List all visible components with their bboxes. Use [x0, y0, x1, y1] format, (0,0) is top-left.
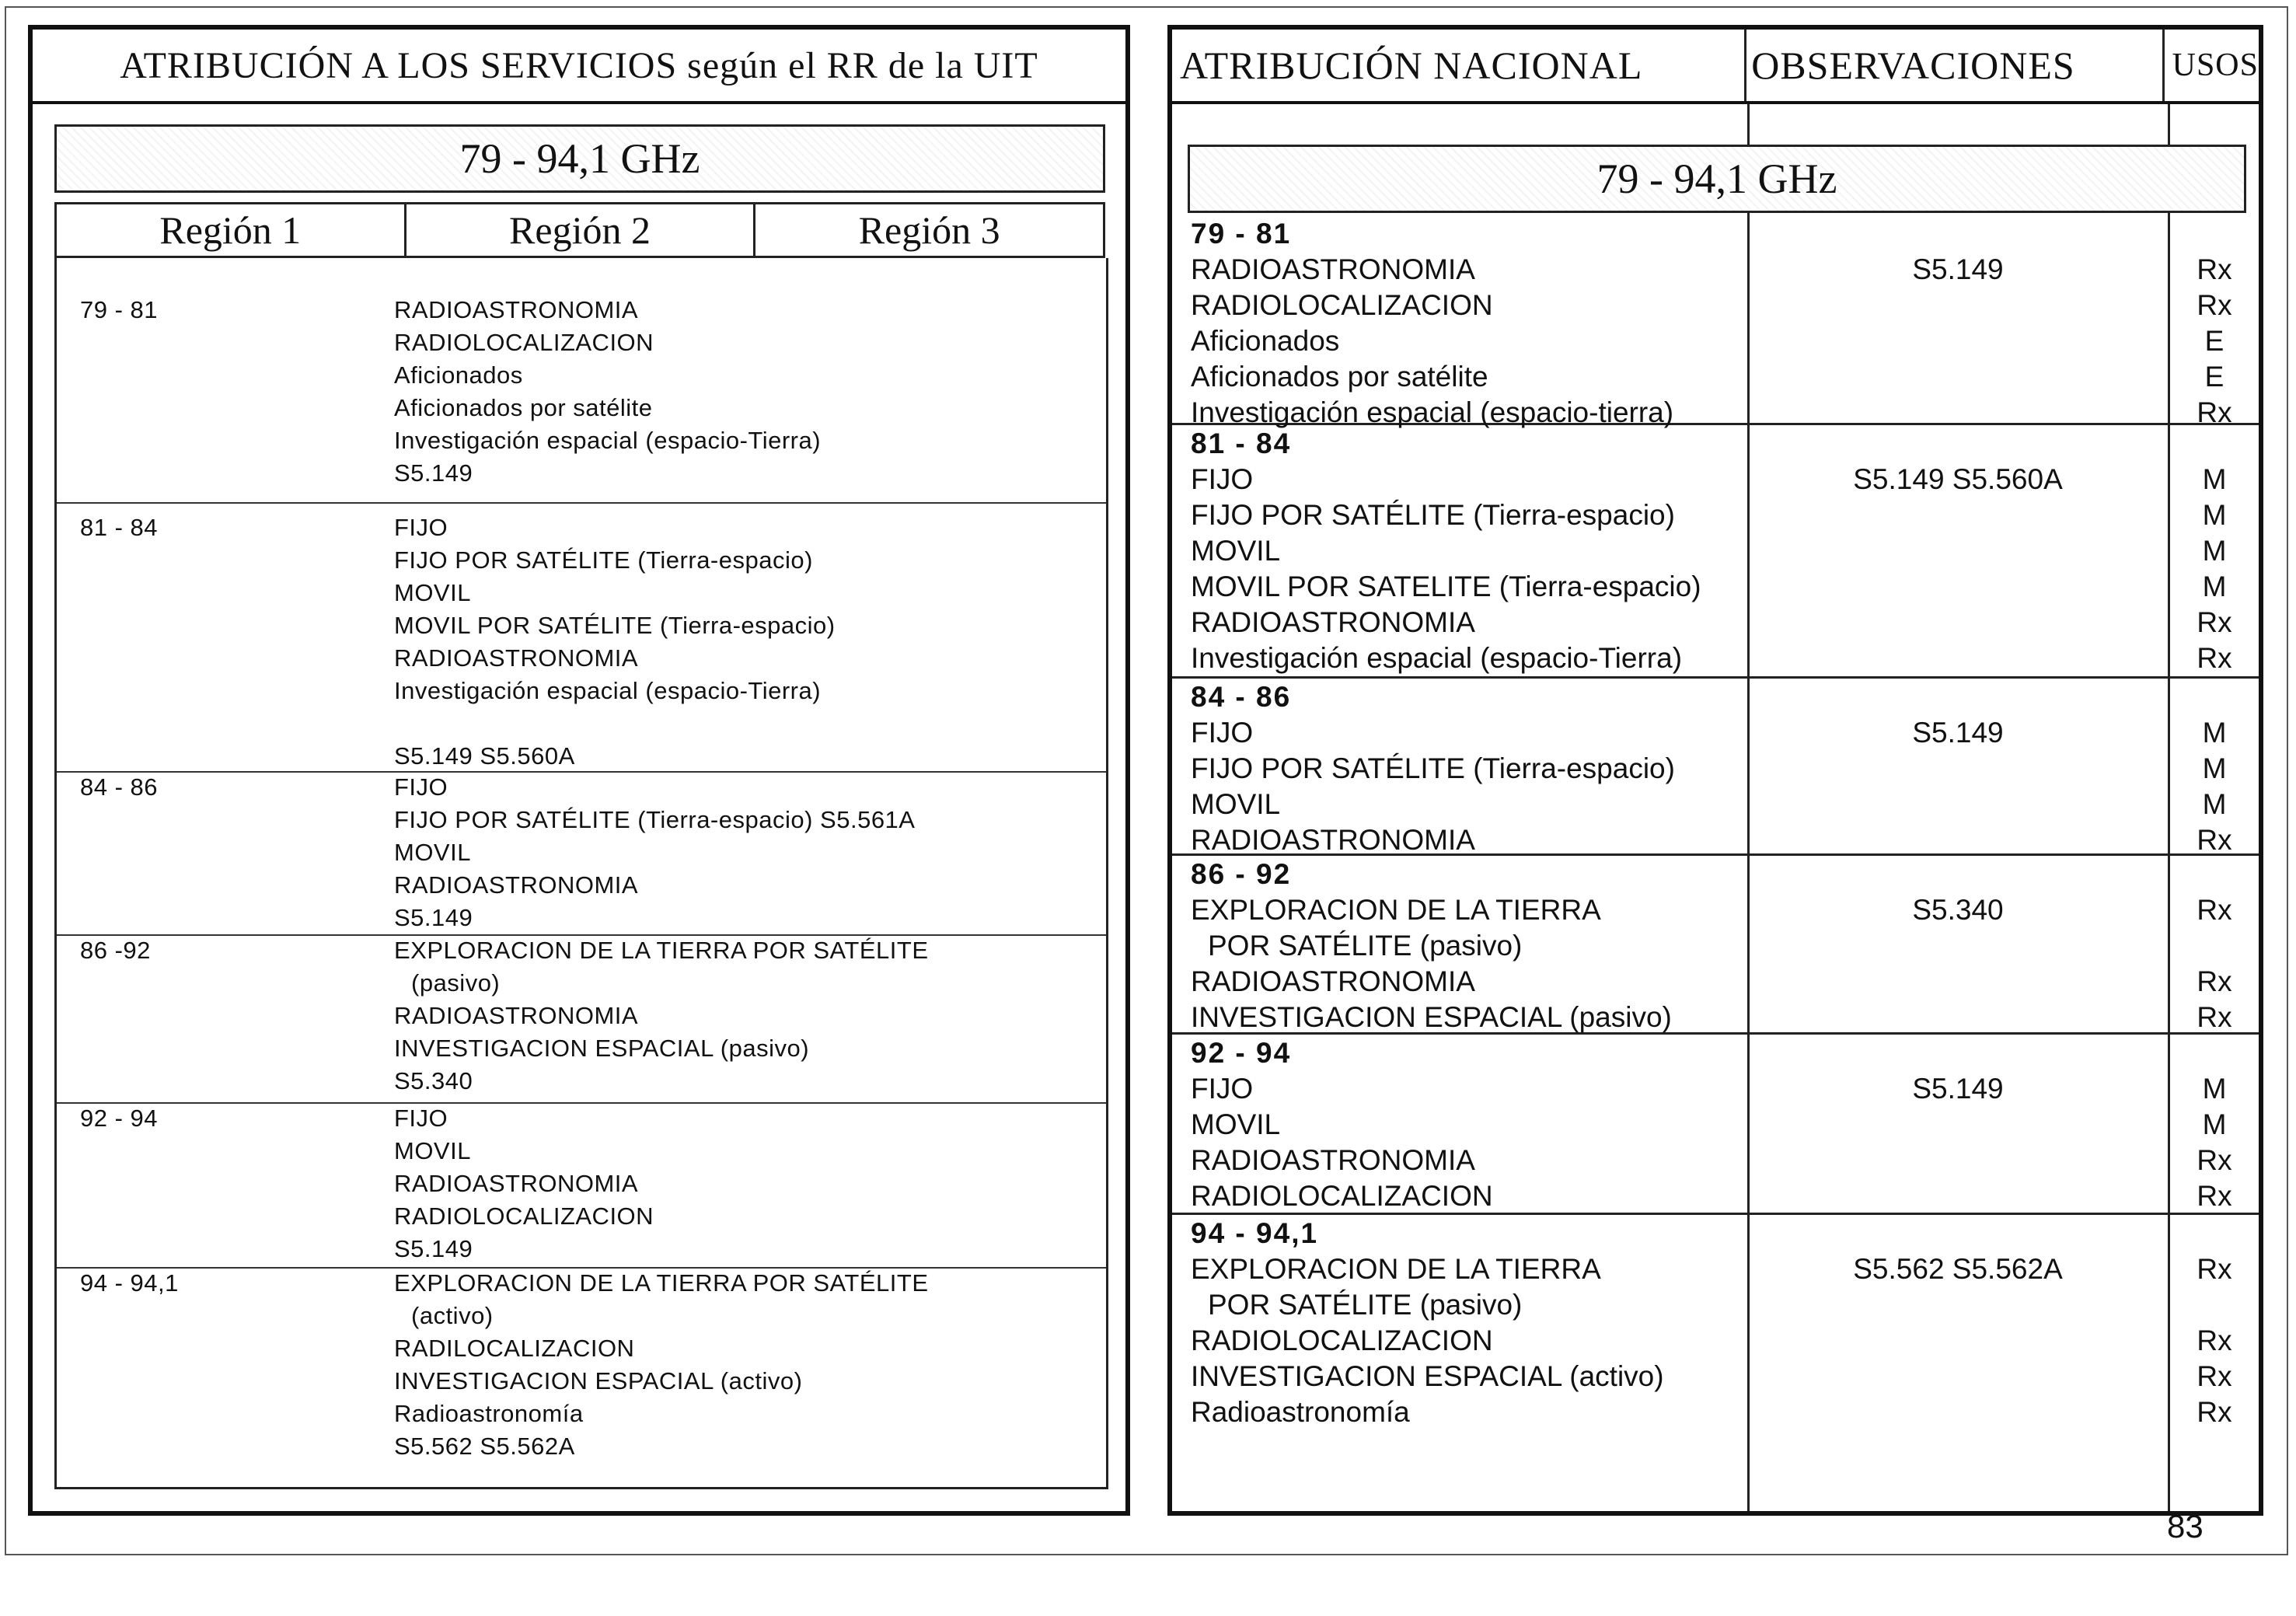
use-code: Rx — [2197, 606, 2232, 638]
region-header-row — [54, 202, 1105, 258]
service-item: RADIOLOCALIZACION — [1191, 1180, 1493, 1212]
service-item: RADIOLOCALIZACION — [1191, 289, 1493, 321]
service-item: RADIOLOCALIZACION — [394, 1202, 654, 1230]
service-item: INVESTIGACION ESPACIAL (pasivo) — [394, 1035, 810, 1062]
service-item: Radioastronomía — [394, 1400, 584, 1427]
frequency-range: 92 - 94 — [80, 1105, 159, 1132]
service-item: RADIOASTRONOMIA — [394, 296, 639, 323]
service-item: INVESTIGACION ESPACIAL (pasivo) — [1191, 1001, 1672, 1033]
service-item: INVESTIGACION ESPACIAL (activo) — [394, 1367, 803, 1394]
frequency-range: 94 - 94,1 — [1191, 1217, 1319, 1249]
national-service-list — [1191, 857, 1743, 1035]
use-code: M — [2202, 463, 2227, 495]
service-item: RADIOLOCALIZACION — [394, 329, 654, 356]
region-1-header: Región 1 — [57, 204, 407, 256]
itu-allocation-header — [33, 30, 1125, 104]
itu-band-heading: 79 - 94,1 GHz — [54, 124, 1105, 193]
itu-row — [57, 771, 1106, 936]
use-code: M — [2202, 535, 2227, 567]
use-code: Rx — [2197, 1325, 2232, 1356]
itu-allocation-rows — [57, 258, 1106, 1487]
region-2-header: Región 2 — [407, 204, 756, 256]
use-code: Rx — [2197, 289, 2232, 321]
uses-list — [2170, 1035, 2259, 1214]
service-item: S5.149 — [394, 459, 473, 487]
region-3-header: Región 3 — [858, 208, 1000, 252]
service-item: MOVIL — [1191, 535, 1281, 567]
service-item: EXPLORACION DE LA TIERRA — [1191, 894, 1601, 926]
observation-text: S5.149 S5.560A — [1853, 463, 2063, 495]
observation-notes — [1750, 216, 2165, 288]
national-allocation-panel — [1167, 25, 2263, 1516]
observation-text: S5.149 — [1912, 253, 2004, 285]
frequency-range: 94 - 94,1 — [80, 1269, 179, 1297]
service-item: EXPLORACION DE LA TIERRA POR SATÉLITE — [394, 1269, 929, 1297]
service-item: RADIOASTRONOMIA — [1191, 824, 1475, 856]
service-list — [394, 934, 1098, 1098]
frequency-range: 92 - 94 — [1191, 1037, 1292, 1069]
service-item: RADIOASTRONOMIA — [394, 644, 639, 672]
page-number: 83 — [2167, 1508, 2204, 1544]
service-item: RADIOLOCALIZACION — [1191, 1325, 1493, 1356]
use-code: M — [2202, 499, 2227, 531]
service-item: EXPLORACION DE LA TIERRA POR SATÉLITE — [394, 937, 929, 964]
itu-row — [57, 934, 1106, 1104]
service-item: RADIOASTRONOMIA — [394, 1170, 639, 1197]
use-code: Rx — [2197, 1360, 2232, 1392]
national-service-list — [1191, 1035, 1743, 1214]
frequency-range: 84 - 86 — [1191, 681, 1292, 713]
service-item: MOVIL POR SATELITE (Tierra-espacio) — [1191, 571, 1701, 602]
service-list — [394, 511, 1098, 773]
service-item: Aficionados por satélite — [1191, 361, 1488, 393]
national-row — [1172, 1213, 2259, 1508]
service-item: Investigación espacial (espacio-Tierra) — [394, 677, 822, 704]
service-item: (pasivo) — [411, 969, 501, 996]
service-item: FIJO — [1191, 1073, 1254, 1105]
service-item: Aficionados — [394, 361, 523, 389]
use-code: Rx — [2197, 1396, 2232, 1428]
observation-notes — [1750, 1216, 2165, 1287]
uses-column-header: USOS — [2172, 47, 2259, 83]
observation-notes — [1750, 426, 2165, 497]
observation-text: S5.562 S5.562A — [1853, 1253, 2063, 1285]
service-item: FIJO — [394, 1105, 448, 1132]
use-code: M — [2202, 1073, 2227, 1105]
use-code: M — [2202, 717, 2227, 749]
national-service-list — [1191, 1216, 1743, 1430]
use-code: Rx — [2197, 965, 2232, 997]
itu-allocation-title: ATRIBUCIÓN A LOS SERVICIOS según el RR de la UIT — [120, 44, 1038, 86]
itu-allocation-panel — [28, 25, 1130, 1516]
service-item: Investigación espacial (espacio-Tierra) — [1191, 642, 1683, 674]
service-item: MOVIL POR SATÉLITE (Tierra-espacio) — [394, 612, 836, 639]
service-item: MOVIL — [394, 1137, 471, 1164]
national-row — [1172, 676, 2259, 856]
uses-list — [2170, 857, 2259, 1035]
service-item: RADIOASTRONOMIA — [1191, 606, 1475, 638]
observation-text: S5.149 — [1912, 1073, 2004, 1105]
service-item: FIJO — [394, 514, 448, 541]
national-allocation-rows — [1172, 213, 2259, 1511]
service-item: FIJO POR SATÉLITE (Tierra-espacio) — [1191, 752, 1675, 784]
service-list — [394, 771, 1098, 934]
itu-row — [57, 511, 1106, 773]
frequency-range: 79 - 81 — [1191, 218, 1292, 250]
frequency-range: 81 - 84 — [1191, 428, 1292, 459]
service-item: RADILOCALIZACION — [394, 1335, 635, 1362]
service-item: S5.149 S5.560A — [394, 742, 575, 770]
national-service-list — [1191, 679, 1743, 858]
service-item: FIJO — [394, 773, 448, 801]
service-item: Investigación espacial (espacio-tierra) — [1191, 396, 1674, 428]
use-code — [2170, 1287, 2259, 1323]
use-code: Rx — [2197, 1001, 2232, 1033]
frequency-range: 86 - 92 — [1191, 858, 1292, 890]
national-row — [1172, 213, 2259, 428]
observation-notes — [1750, 679, 2165, 751]
service-item: POR SATÉLITE (pasivo) — [1208, 930, 1523, 962]
service-item: RADIOASTRONOMIA — [1191, 965, 1475, 997]
national-allocation-column-header: ATRIBUCIÓN NACIONAL — [1172, 30, 1746, 101]
use-code — [2170, 928, 2259, 964]
service-item: S5.562 S5.562A — [394, 1433, 575, 1460]
observation-text: S5.340 — [1912, 894, 2004, 926]
national-row — [1172, 1032, 2259, 1215]
service-item: RADIOASTRONOMIA — [394, 1002, 639, 1029]
use-code: M — [2202, 788, 2227, 820]
use-code: M — [2202, 1108, 2227, 1140]
use-code: Rx — [2197, 1144, 2232, 1176]
service-item — [394, 707, 1098, 740]
use-code: Rx — [2197, 824, 2232, 856]
itu-row — [57, 1102, 1106, 1269]
service-item: POR SATÉLITE (pasivo) — [1208, 1289, 1523, 1321]
observation-notes — [1750, 857, 2165, 928]
itu-row — [57, 294, 1106, 504]
uses-list — [2170, 216, 2259, 431]
national-service-list — [1191, 426, 1743, 676]
service-item: MOVIL — [1191, 788, 1281, 820]
national-row — [1172, 423, 2259, 679]
service-item: RADIOASTRONOMIA — [394, 871, 639, 899]
observation-text: S5.149 — [1912, 717, 2004, 749]
service-item: S5.340 — [394, 1067, 473, 1094]
service-item: EXPLORACION DE LA TIERRA — [1191, 1253, 1601, 1285]
service-list — [394, 1267, 1098, 1463]
observations-column-header: OBSERVACIONES — [1746, 30, 2164, 101]
use-code: Rx — [2197, 1253, 2232, 1285]
service-item: RADIOASTRONOMIA — [1191, 253, 1475, 285]
service-item: S5.149 — [394, 904, 473, 931]
uses-list — [2170, 426, 2259, 676]
itu-row — [57, 1267, 1106, 1489]
service-item: FIJO — [1191, 717, 1254, 749]
frequency-range: 86 -92 — [80, 937, 151, 964]
national-band-heading: 79 - 94,1 GHz — [1188, 145, 2246, 213]
use-code: E — [2204, 325, 2224, 357]
service-item: FIJO POR SATÉLITE (Tierra-espacio) — [1191, 499, 1675, 531]
use-code: Rx — [2197, 396, 2232, 428]
service-item: MOVIL — [1191, 1108, 1281, 1140]
service-item: RADIOASTRONOMIA — [1191, 1144, 1475, 1176]
uses-list — [2170, 679, 2259, 858]
national-service-list — [1191, 216, 1743, 431]
service-list — [394, 1102, 1098, 1265]
national-row — [1172, 853, 2259, 1035]
service-item: MOVIL — [394, 579, 471, 606]
frequency-range: 81 - 84 — [80, 514, 159, 541]
service-item: Aficionados — [1191, 325, 1340, 357]
service-item: Aficionados por satélite — [394, 394, 653, 421]
use-code: M — [2202, 571, 2227, 602]
national-allocation-header — [1172, 30, 2259, 104]
service-item: Radioastronomía — [1191, 1396, 1410, 1428]
uses-list — [2170, 1216, 2259, 1430]
service-item: S5.149 — [394, 1235, 473, 1262]
service-item: FIJO POR SATÉLITE (Tierra-espacio) S5.561A — [394, 806, 916, 833]
service-item: (activo) — [411, 1302, 494, 1329]
service-item: Investigación espacial (espacio-Tierra) — [394, 427, 822, 454]
service-item: FIJO — [1191, 463, 1254, 495]
use-code: Rx — [2197, 253, 2232, 285]
frequency-range: 84 - 86 — [80, 773, 159, 801]
itu-allocation-table — [54, 258, 1108, 1489]
service-item: FIJO POR SATÉLITE (Tierra-espacio) — [394, 546, 813, 574]
observation-notes — [1750, 1035, 2165, 1107]
service-item: MOVIL — [394, 839, 471, 866]
service-list — [394, 294, 1098, 490]
frequency-range: 79 - 81 — [80, 296, 159, 323]
use-code: Rx — [2197, 642, 2232, 674]
use-code: E — [2204, 361, 2224, 393]
use-code: Rx — [2197, 1180, 2232, 1212]
service-item: INVESTIGACION ESPACIAL (activo) — [1191, 1360, 1664, 1392]
use-code: Rx — [2197, 894, 2232, 926]
use-code: M — [2202, 752, 2227, 784]
